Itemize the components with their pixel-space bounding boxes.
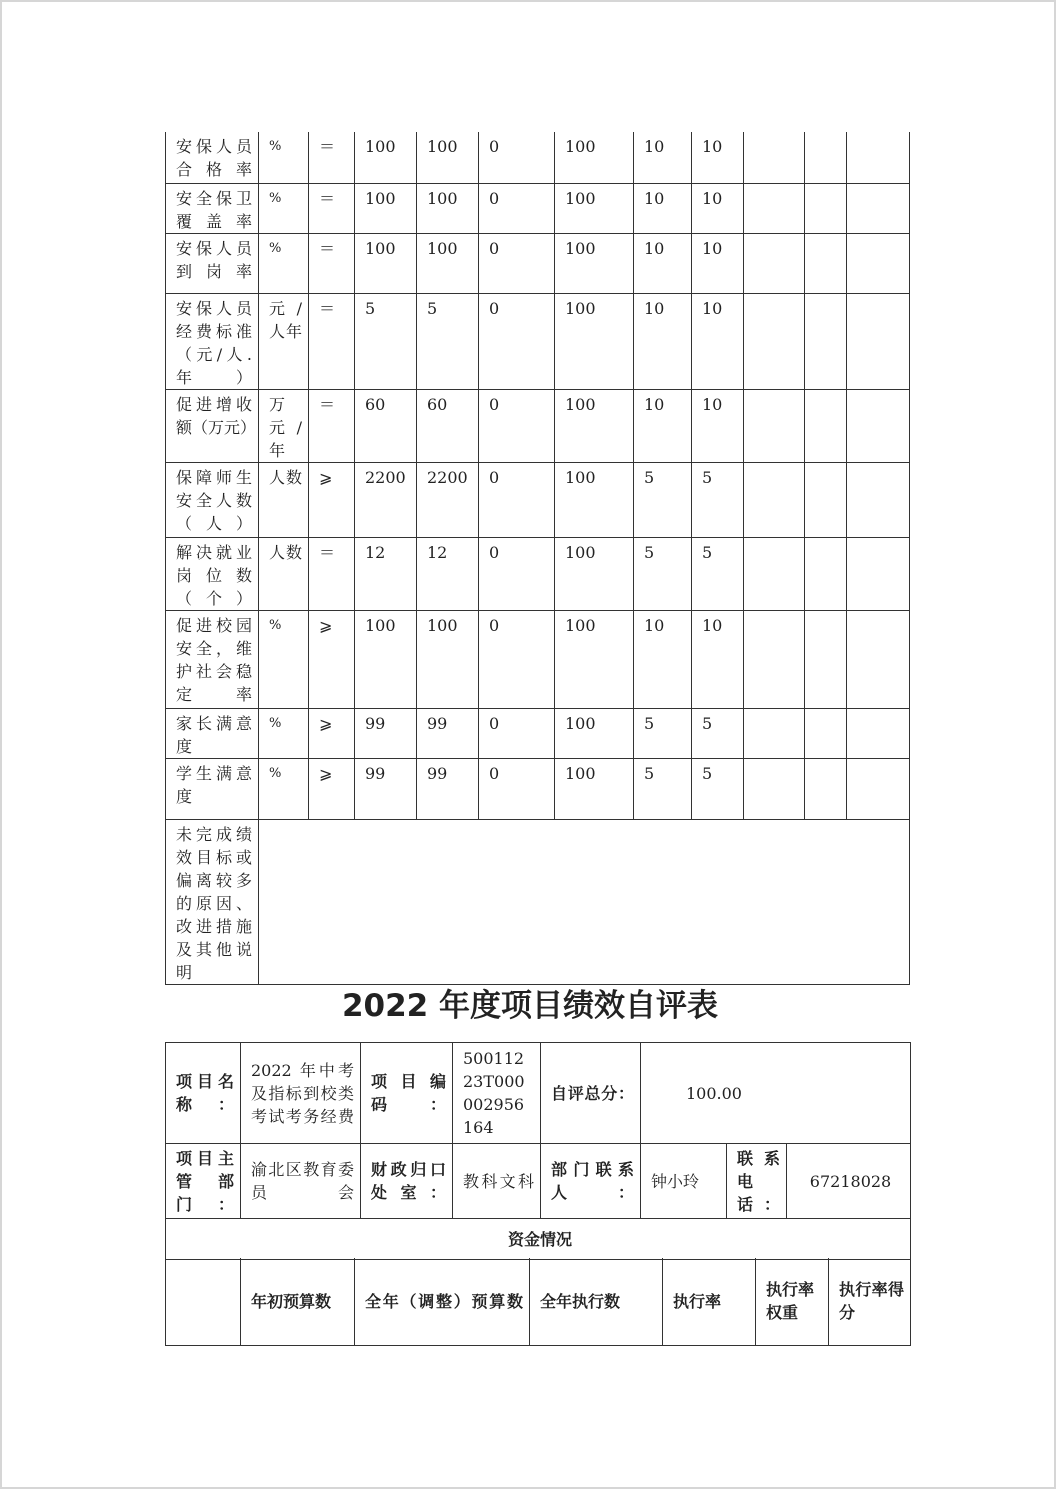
funds-header-initial-budget: 年初预算数 — [241, 1258, 355, 1345]
indicator-name: 安保人员经费标准（元/人.年） — [166, 293, 259, 389]
indicator-blank-2 — [805, 183, 847, 233]
indicator-completion-rate: 100 — [555, 537, 634, 610]
indicator-target: 12 — [355, 537, 417, 610]
indicator-blank-2 — [805, 610, 847, 708]
indicator-blank-2 — [805, 758, 847, 819]
indicator-deviation: 0 — [479, 537, 555, 610]
indicator-blank-2 — [805, 389, 847, 462]
indicator-name: 促进增收额（万元） — [166, 389, 259, 462]
funds-header-rate-weight: 执行率权重 — [756, 1258, 829, 1345]
indicator-score: 10 — [692, 132, 744, 183]
indicator-score: 10 — [692, 233, 744, 293]
indicator-blank-3 — [847, 293, 910, 389]
indicator-row — [166, 233, 910, 293]
indicator-deviation: 0 — [479, 758, 555, 819]
indicator-row — [166, 610, 910, 708]
indicator-target: 99 — [355, 758, 417, 819]
indicator-blank-3 — [847, 233, 910, 293]
indicator-blank-3 — [847, 389, 910, 462]
indicator-blank-3 — [847, 462, 910, 537]
indicator-operator: ＝ — [309, 537, 355, 610]
indicator-actual: 60 — [417, 389, 479, 462]
indicator-deviation: 0 — [479, 462, 555, 537]
indicator-deviation: 0 — [479, 183, 555, 233]
indicator-unit: % — [259, 708, 309, 758]
indicator-blank-1 — [744, 708, 805, 758]
funds-header-executed: 全年执行数 — [530, 1258, 663, 1345]
indicator-blank-2 — [805, 233, 847, 293]
indicator-name: 解决就业岗位数（个） — [166, 537, 259, 610]
funds-header-rate-score: 执行率得分 — [829, 1258, 911, 1345]
funds-section-title: 资金情况 — [166, 1219, 911, 1260]
indicator-unit: 万元/年 — [259, 389, 309, 462]
remarks-label: 未完成绩效目标或偏离较多的原因、改进措施及其他说明 — [166, 819, 259, 984]
indicator-target: 5 — [355, 293, 417, 389]
project-info-table — [165, 1042, 911, 1260]
indicator-unit: 元/人年 — [259, 293, 309, 389]
phone-label: 联系电话： — [727, 1144, 787, 1219]
indicator-weight: 10 — [634, 293, 692, 389]
indicator-unit: % — [259, 758, 309, 819]
indicator-weight: 5 — [634, 537, 692, 610]
indicator-deviation: 0 — [479, 293, 555, 389]
indicator-row — [166, 537, 910, 610]
indicator-deviation: 0 — [479, 132, 555, 183]
indicator-operator: ⩾ — [309, 610, 355, 708]
indicator-deviation: 0 — [479, 708, 555, 758]
indicator-target: 100 — [355, 132, 417, 183]
indicator-target: 100 — [355, 233, 417, 293]
indicator-unit: % — [259, 233, 309, 293]
indicator-completion-rate: 100 — [555, 183, 634, 233]
indicator-blank-2 — [805, 708, 847, 758]
indicator-actual: 2200 — [417, 462, 479, 537]
indicator-name: 保障师生安全人数（人） — [166, 462, 259, 537]
indicator-name: 安全保卫覆盖率 — [166, 183, 259, 233]
indicator-completion-rate: 100 — [555, 132, 634, 183]
indicator-operator: ⩾ — [309, 462, 355, 537]
indicator-score: 5 — [692, 537, 744, 610]
indicator-weight: 10 — [634, 389, 692, 462]
project-code-label: 项目编码： — [361, 1043, 453, 1144]
indicator-actual: 100 — [417, 183, 479, 233]
indicator-deviation: 0 — [479, 610, 555, 708]
funds-header-exec-rate: 执行率 — [663, 1258, 756, 1345]
indicator-blank-1 — [744, 758, 805, 819]
indicator-blank-3 — [847, 610, 910, 708]
funds-section-row — [166, 1219, 911, 1260]
indicator-blank-2 — [805, 132, 847, 183]
indicator-score: 5 — [692, 462, 744, 537]
indicator-completion-rate: 100 — [555, 462, 634, 537]
self-score-label: 自评总分： — [541, 1043, 641, 1144]
indicator-blank-1 — [744, 610, 805, 708]
indicator-actual: 99 — [417, 708, 479, 758]
indicator-score: 10 — [692, 389, 744, 462]
contact-label: 部门联系人： — [541, 1144, 641, 1219]
indicator-actual: 99 — [417, 758, 479, 819]
indicator-row — [166, 389, 910, 462]
indicator-actual: 12 — [417, 537, 479, 610]
indicator-blank-3 — [847, 537, 910, 610]
indicator-blank-2 — [805, 537, 847, 610]
indicator-row — [166, 183, 910, 233]
project-name-label: 项目名称： — [166, 1043, 241, 1144]
indicator-target: 99 — [355, 708, 417, 758]
indicator-target: 60 — [355, 389, 417, 462]
indicator-operator: ⩾ — [309, 708, 355, 758]
indicator-operator: ⩾ — [309, 758, 355, 819]
indicator-blank-1 — [744, 462, 805, 537]
indicator-target: 100 — [355, 610, 417, 708]
indicator-unit: 人数 — [259, 462, 309, 537]
page-title: 2022 年度项目绩效自评表 — [341, 988, 719, 1024]
indicator-actual: 5 — [417, 293, 479, 389]
indicator-blank-3 — [847, 708, 910, 758]
indicator-blank-2 — [805, 462, 847, 537]
indicator-row — [166, 462, 910, 537]
indicator-row — [166, 132, 910, 183]
indicator-completion-rate: 100 — [555, 610, 634, 708]
remarks-value — [259, 819, 910, 984]
indicator-operator: ＝ — [309, 132, 355, 183]
dept-label: 项目主管部门： — [166, 1144, 241, 1219]
indicator-score: 10 — [692, 183, 744, 233]
project-name-value: 2022 年中考及指标到校类考试考务经费 — [241, 1043, 361, 1144]
indicator-target: 100 — [355, 183, 417, 233]
indicator-weight: 10 — [634, 183, 692, 233]
dept-value: 渝北区教育委员会 — [241, 1144, 361, 1219]
indicator-weight: 5 — [634, 708, 692, 758]
phone-value: 67218028 — [787, 1144, 911, 1219]
indicator-unit: 人数 — [259, 537, 309, 610]
indicator-completion-rate: 100 — [555, 293, 634, 389]
indicator-deviation: 0 — [479, 233, 555, 293]
indicator-blank-1 — [744, 233, 805, 293]
indicator-weight: 10 — [634, 233, 692, 293]
indicator-completion-rate: 100 — [555, 758, 634, 819]
indicator-blank-1 — [744, 132, 805, 183]
indicator-unit: % — [259, 183, 309, 233]
indicator-table — [165, 132, 910, 985]
indicator-blank-1 — [744, 183, 805, 233]
indicator-operator: ＝ — [309, 389, 355, 462]
contact-value: 钟小玲 — [641, 1144, 727, 1219]
project-code-value: 50011223T000002956164 — [453, 1043, 541, 1144]
indicator-actual: 100 — [417, 132, 479, 183]
indicator-unit: % — [259, 610, 309, 708]
indicator-unit: % — [259, 132, 309, 183]
indicator-operator: ＝ — [309, 293, 355, 389]
indicator-name: 学生满意度 — [166, 758, 259, 819]
indicator-name: 安保人员到岗率 — [166, 233, 259, 293]
indicator-blank-1 — [744, 293, 805, 389]
funds-empty-cell — [166, 1258, 241, 1345]
indicator-completion-rate: 100 — [555, 389, 634, 462]
indicator-score: 5 — [692, 758, 744, 819]
funds-table — [165, 1258, 911, 1346]
indicator-blank-1 — [744, 389, 805, 462]
funds-header-row — [166, 1258, 911, 1345]
indicator-blank-2 — [805, 293, 847, 389]
indicator-weight: 10 — [634, 132, 692, 183]
info-row-1 — [166, 1043, 911, 1144]
indicator-row — [166, 758, 910, 819]
indicator-score: 10 — [692, 610, 744, 708]
indicator-name: 促进校园安全，维护社会稳定率 — [166, 610, 259, 708]
indicator-blank-3 — [847, 132, 910, 183]
indicator-weight: 5 — [634, 462, 692, 537]
indicator-name: 安保人员合格率 — [166, 132, 259, 183]
indicator-completion-rate: 100 — [555, 708, 634, 758]
self-score-value: 100.00 — [641, 1043, 911, 1144]
indicator-completion-rate: 100 — [555, 233, 634, 293]
indicator-row — [166, 293, 910, 389]
indicator-actual: 100 — [417, 610, 479, 708]
finance-office-value: 教科文科 — [453, 1144, 541, 1219]
indicator-name: 家长满意度 — [166, 708, 259, 758]
indicator-operator: ＝ — [309, 233, 355, 293]
indicator-blank-3 — [847, 758, 910, 819]
indicator-blank-3 — [847, 183, 910, 233]
indicator-row — [166, 708, 910, 758]
funds-header-adjusted-budget: 全年（调整）预算数 — [355, 1258, 530, 1345]
indicator-score: 10 — [692, 293, 744, 389]
indicator-actual: 100 — [417, 233, 479, 293]
info-row-2 — [166, 1144, 911, 1219]
indicator-blank-1 — [744, 537, 805, 610]
finance-office-label: 财政归口处室： — [361, 1144, 453, 1219]
indicator-weight: 10 — [634, 610, 692, 708]
remarks-row — [166, 819, 910, 984]
indicator-operator: ＝ — [309, 183, 355, 233]
indicator-target: 2200 — [355, 462, 417, 537]
indicator-score: 5 — [692, 708, 744, 758]
indicator-deviation: 0 — [479, 389, 555, 462]
indicator-weight: 5 — [634, 758, 692, 819]
